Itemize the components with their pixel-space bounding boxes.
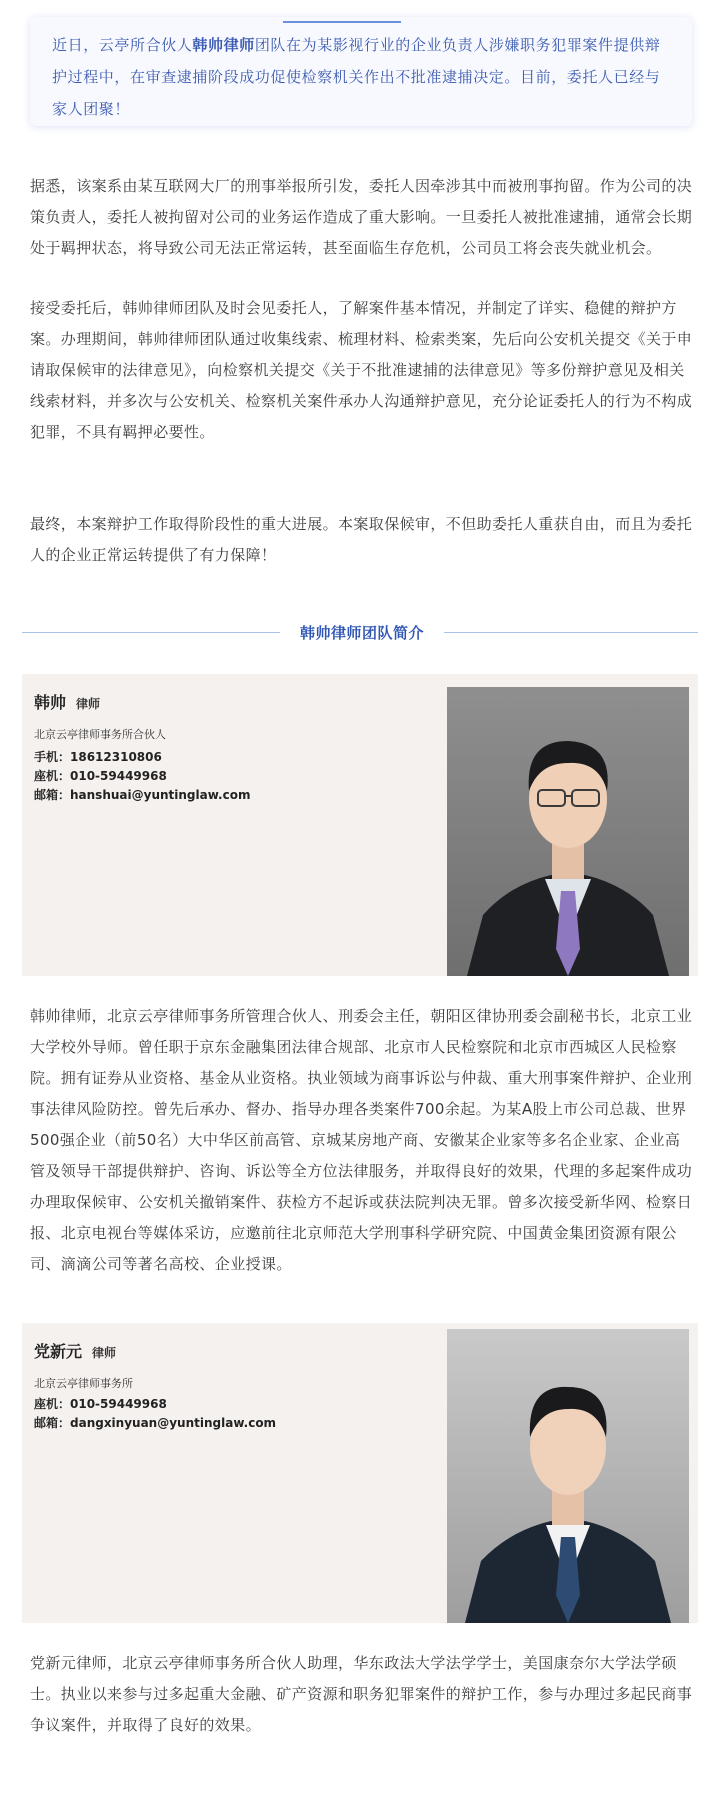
lawyer-email: 邮箱：dangxinyuan@yuntinglaw.com [34,1416,277,1430]
lawyer-mobile: 手机：18612310806 [34,750,162,764]
team-section-header [22,622,698,642]
lawyer-bio-hanshuai: 韩帅律师，北京云亭律师事务所管理合伙人、刑委会主任，朝阳区律协刑委会副秘书长，北京工业大学校外导师。曾任职于京东金融集团法律合规部、北京市人民检察院和北京市西城区人民检察院。拥有证券从业资格、基金从业资格。执业领域为商事诉讼与仲裁、重大刑事案件辩护、企业刑事法律风险防控。曾先后承办、督办、指导办理各类案件700余起。为某A股上市公司总裁、世界500强企业（前50名）大中华区前高管、京城某房地产商、安徽某企业家等多名企业家、企业高管及领导干部提供辩护、咨询、诉讼等全方位法律服务，并取得良好的效果，代理的多起案件成功办理取保候审、公安机关撤销案件、获检方不起诉或获法院判决无罪。曾多次接受新华网、检察日报、北京电视台等媒体采访，应邀前往北京师范大学刑事科学研究院、中国黄金集团资源有限公司、滴滴公司等著名高校、企业授课。 [30,1007,693,1273]
lawyer-bio-dangxinyuan: 党新元律师，北京云亭律师事务所合伙人助理，华东政法大学法学学士，美国康奈尔大学法学硕士。执业以来参与过多起重大金融、矿产资源和职务犯罪案件的辩护工作，参与办理过多起民商事争议案件，并取得了良好的效果。 [30,1654,693,1734]
section-title-underline [283,21,401,23]
paragraph-result: 最终，本案辩护工作取得阶段性的重大进展。本案取保候审，不但助委托人重获自由，而且为委托人的企业正常运转提供了有力保障！ [30,515,693,564]
intro-highlight: 韩帅律师 [192,36,255,54]
lawyer-firm: 北京云亭律师事务所合伙人 [34,728,166,741]
lawyer-role: 律师 [92,1346,117,1360]
divider-line-left [22,632,280,633]
lawyer-photo [447,1329,689,1623]
lawyer-name: 韩帅 律师 [34,693,101,712]
portrait-dangxinyuan [447,1329,689,1623]
team-section-title: 韩帅律师团队简介 [299,624,424,642]
divider-line-right [444,632,698,633]
lawyer-card-hanshuai [22,674,698,976]
portrait-hanshuai [447,687,689,976]
paragraph-background: 据悉，该案系由某互联网大厂的刑事举报所引发，委托人因牵涉其中而被刑事拘留。作为公司的决策负责人，委托人被拘留对公司的业务运作造成了重大影响。一旦委托人被批准逮捕，通常会长期处于羁押状态，将导致公司无法正常运转，甚至面临生存危机，公司员工将会丧失就业机会。 [30,177,693,257]
lawyer-phone: 座机：010-59449968 [34,1397,167,1411]
lawyer-role: 律师 [76,697,101,711]
lawyer-photo [447,687,689,976]
intro-text-end: 团队在为某影视行业的企业负责人涉嫌职务犯罪案件提供辩护过程中，在审查逮捕阶段成功促使检察机关作出不批准逮捕决定。目前，委托人已经与家人团聚！ [52,36,661,118]
paragraph-process: 接受委托后，韩帅律师团队及时会见委托人，了解案件基本情况，并制定了详实、稳健的辩护方案。办理期间，韩帅律师团队通过收集线索、梳理材料、检索类案，先后向公安机关提交《关于申请取保候审的法律意见》，向检察机关提交《关于不批准逮捕的法律意见》等多份辩护意见及相关线索材料，并多次与公安机关、检察机关案件承办人沟通辩护意见，充分论证委托人的行为不构成犯罪，不具有羁押必要性。 [30,299,693,441]
lawyer-card-dangxinyuan [22,1323,698,1623]
intro-callout [30,17,692,126]
lawyer-name: 党新元 律师 [34,1342,117,1361]
lawyer-phone: 座机：010-59449968 [34,769,167,783]
lawyer-email: 邮箱：hanshuai@yuntinglaw.com [34,788,251,802]
intro-text-start: 近日，云亭所合伙人 [52,36,193,54]
lawyer-firm: 北京云亭律师事务所 [34,1377,133,1390]
